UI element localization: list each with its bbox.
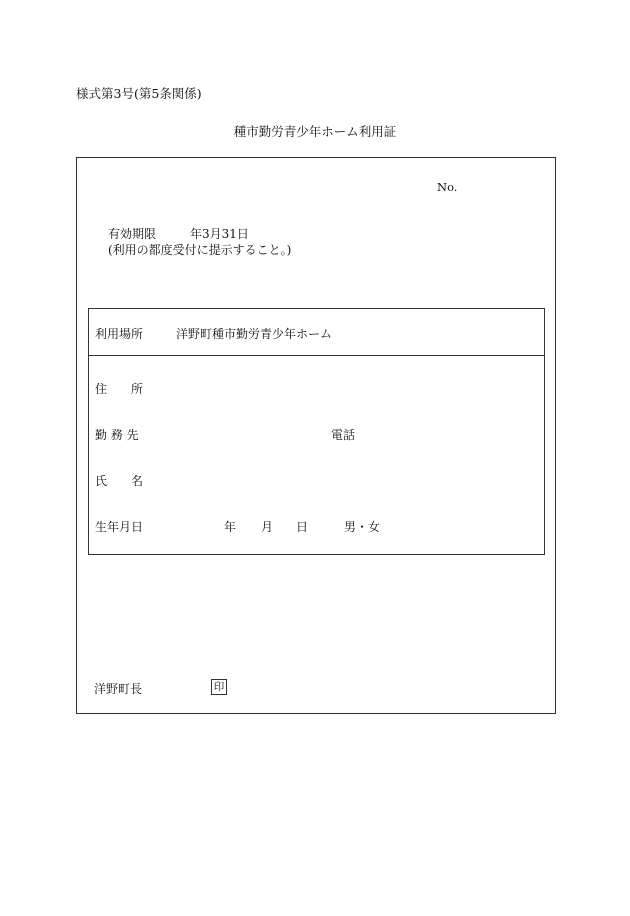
place-value: 洋野町種市勤労青少年ホーム	[176, 327, 333, 341]
workplace-label: 勤 務 先	[95, 428, 139, 442]
gender-options: 男・女	[344, 520, 381, 534]
birth-year-label: 年	[224, 520, 237, 534]
form-number: 様式第3号(第5条関係)	[76, 86, 202, 101]
birthdate-label: 生年月日	[95, 520, 144, 534]
info-table	[88, 308, 545, 555]
validity-date: 年3月31日	[190, 227, 249, 241]
place-label: 利用場所	[95, 327, 144, 341]
seal-mark: 印	[211, 679, 227, 695]
validity-note: (利用の都度受付に提示すること。)	[108, 243, 292, 257]
mayor-label: 洋野町長	[94, 682, 143, 696]
birth-month-label: 月	[261, 520, 274, 534]
validity-label: 有効期限	[108, 227, 157, 241]
address-label: 住 所	[95, 382, 144, 396]
name-label: 氏 名	[95, 474, 144, 488]
table-divider	[88, 355, 545, 356]
number-label: No.	[437, 180, 458, 194]
birth-day-label: 日	[296, 520, 309, 534]
phone-label: 電話	[331, 428, 356, 442]
document-title: 種市勤労青少年ホーム利用証	[233, 124, 397, 139]
